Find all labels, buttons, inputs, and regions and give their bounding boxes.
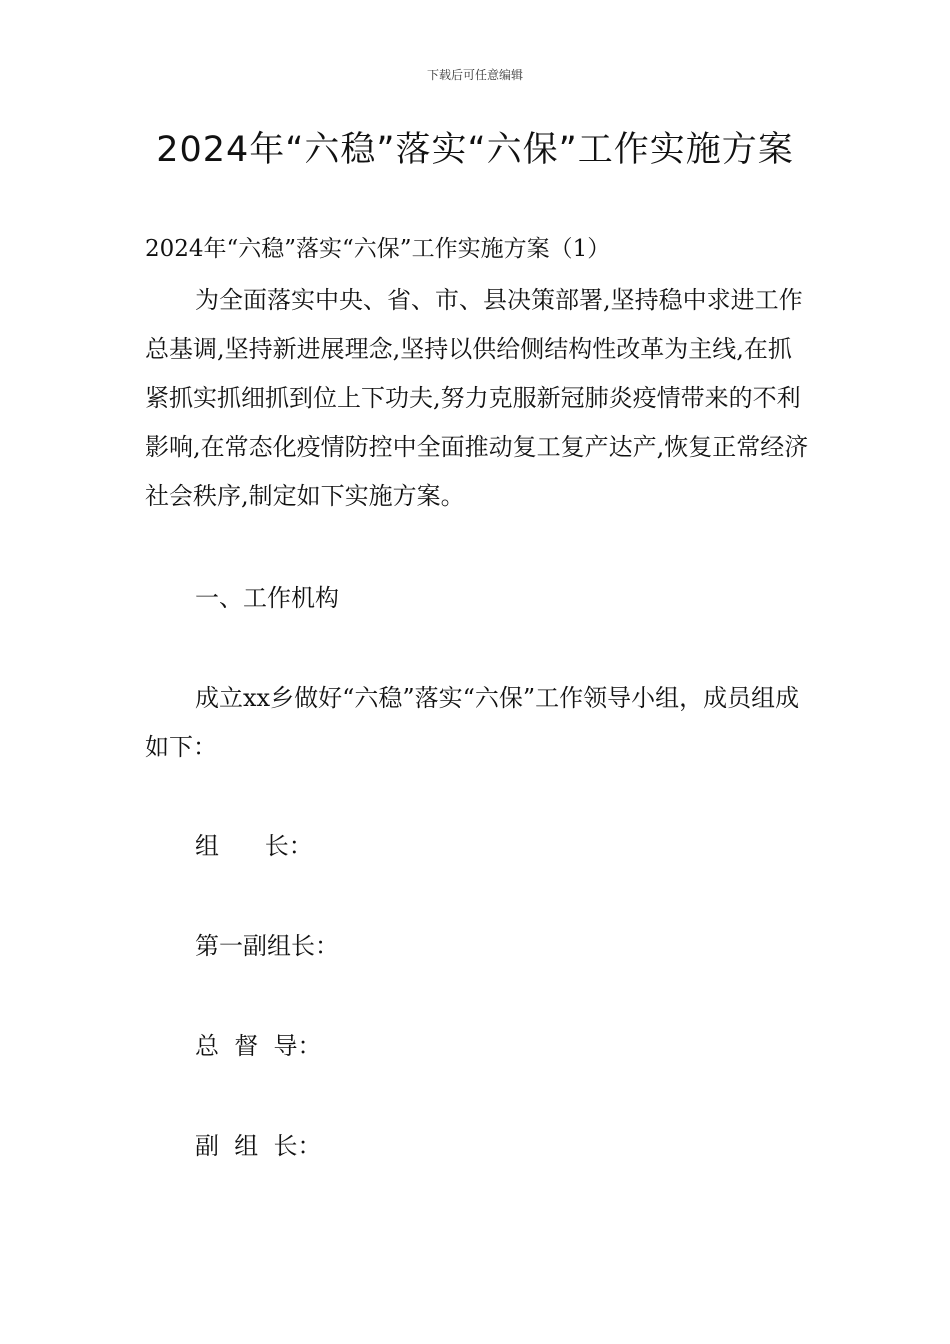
- section-heading-work-organization: 一、工作机构: [195, 584, 339, 612]
- member-row-chief-supervisor: 总 督 导：: [195, 1032, 322, 1060]
- leadership-group-paragraph: 成立xx乡做好“六稳”落实“六保”工作领导小组，成员组成如下：: [145, 684, 800, 761]
- document-subtitle: 2024年“六稳”落实“六保”工作实施方案（1）: [145, 236, 611, 262]
- member-row-deputy-leader: 副 组 长：: [195, 1132, 322, 1160]
- member-row-first-deputy-leader: 第一副组长：: [195, 932, 339, 960]
- intro-paragraph: 为全面落实中央、省、市、县决策部署,坚持稳中求进工作总基调,坚持新进展理念,坚持以供给侧结构性改革为主线,在抓紧抓实抓细抓到位上下功夫,努力克服新冠肺炎疫情带来的不利影响,在常态化疫情防控中全面推动复工复产达产,恢复正常经济社会秩序,制定如下实施方案。: [145, 286, 809, 510]
- document-title: 2024年“六稳”落实“六保”工作实施方案: [156, 130, 794, 170]
- member-row-leader: 组 长：: [195, 832, 313, 860]
- header-note: 下载后可任意编辑: [426, 68, 523, 82]
